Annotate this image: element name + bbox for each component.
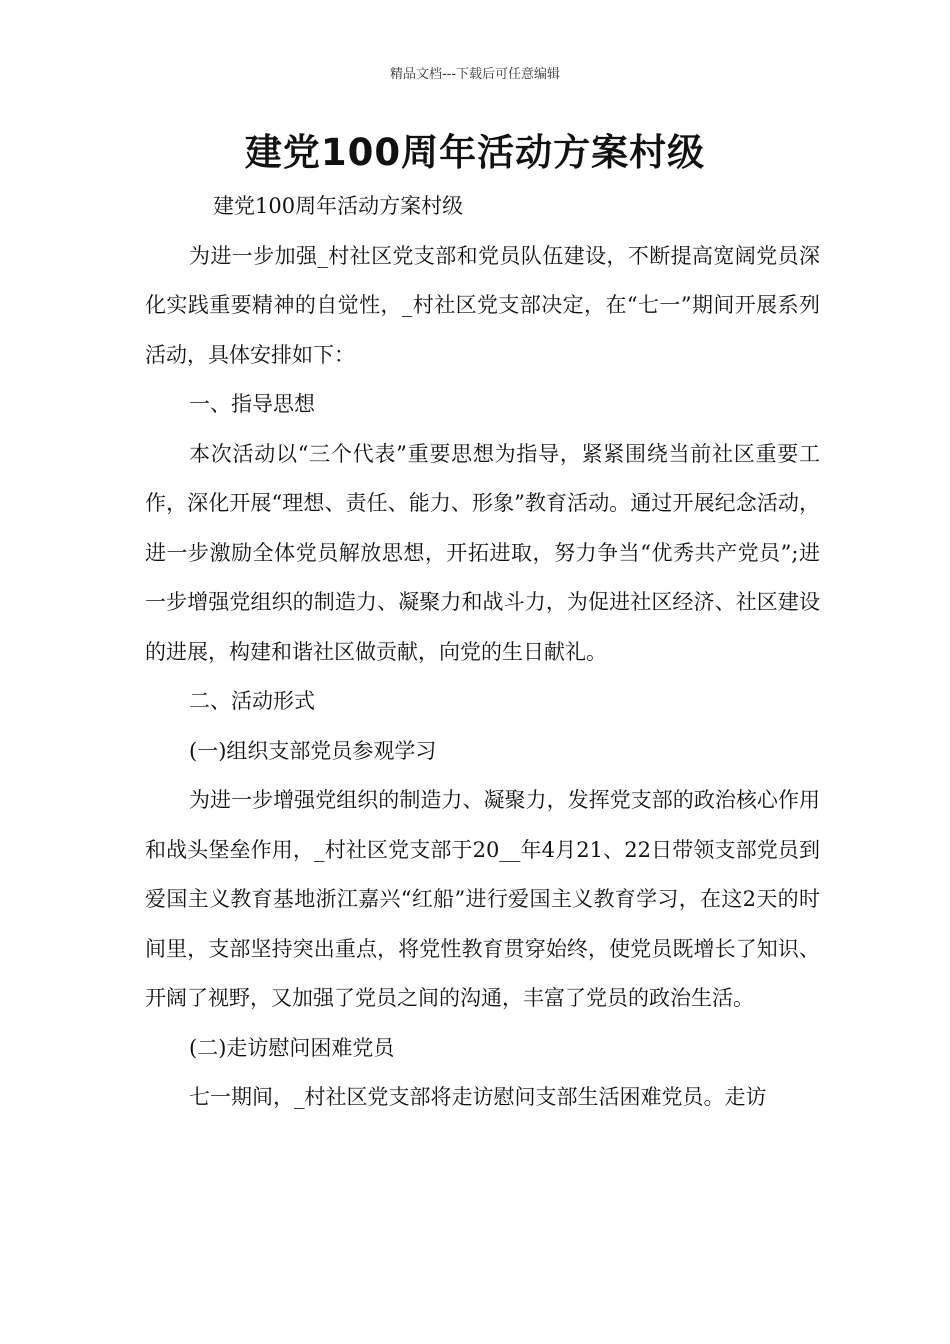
paragraph-study-visit: 为进一步增强党组织的制造力、凝聚力，发挥党支部的政治核心作用和战头堡垒作用，_村社区党支部于20__年4月21、22日带领支部党员到爱国主义教育基地浙江嘉兴“红船”进行爱国主义教育学习，在这2天的时间里，支部坚持突出重点，将党性教育贯穿始终，使党员既增长了知识、开阔了视野，又加强了党员之间的沟通，丰富了党员的政治生活。 bbox=[145, 788, 820, 1010]
subsection-heading-visit-members: (二)走访慰问困难党员 bbox=[189, 1035, 395, 1060]
paragraph-visit-members: 七一期间，_村社区党支部将走访慰问支部生活困难党员。走访 bbox=[189, 1085, 767, 1109]
document-body bbox=[145, 182, 820, 1123]
subsection-heading-study-visit: (一)组织支部党员参观学习 bbox=[189, 738, 437, 763]
paragraph-intro: 为进一步加强_村社区党支部和党员队伍建设，不断提高宽阔党员深化实践重要精神的自觉性，_村社区党支部决定，在“七一”期间开展系列活动，具体安排如下： bbox=[145, 243, 820, 367]
section-heading-activity-form: 二、活动形式 bbox=[189, 689, 315, 713]
document-title: 建党100周年活动方案村级 bbox=[244, 131, 706, 174]
document-subtitle: 建党100周年活动方案村级 bbox=[213, 194, 464, 218]
section-heading-guiding-thought: 一、指导思想 bbox=[189, 392, 315, 416]
paragraph-guiding-thought: 本次活动以“三个代表”重要思想为指导，紧紧围绕当前社区重要工作，深化开展“理想、责任、能力、形象”教育活动。通过开展纪念活动，进一步激励全体党员解放思想，开拓进取，努力争当“优秀共产党员”;进一步增强党组织的制造力、凝聚力和战斗力，为促进社区经济、社区建设的进展，构建和谐社区做贡献，向党的生日献礼。 bbox=[145, 441, 820, 664]
page-header: 精品文档---下载后可任意编辑 bbox=[389, 67, 561, 82]
